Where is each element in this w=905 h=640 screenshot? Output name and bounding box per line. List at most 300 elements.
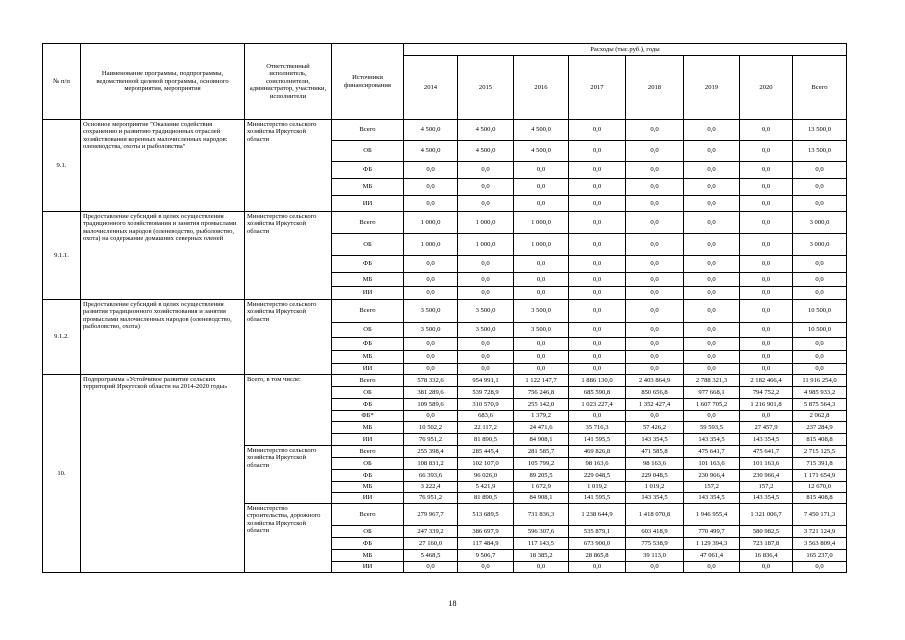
year-value: 0,0	[514, 287, 569, 300]
year-value: 1 019,2	[569, 482, 626, 493]
year-value: 1 672,9	[514, 482, 569, 493]
total-value: 0,0	[793, 287, 847, 300]
year-value: 0,0	[569, 234, 626, 256]
item-name: Основное мероприятие "Оказание содействия сохранению и развитию традиционных отраслей хозяйствования коренных малочисленных народов: оленеводства, охоты и рыболовства"	[81, 120, 245, 212]
responsible-executor: Министерство сельского хозяйства Иркутской области	[245, 120, 332, 212]
funding-source: Всего	[332, 375, 404, 387]
year-value: 0,0	[740, 179, 793, 196]
year-value: 1 946 955,4	[684, 504, 740, 526]
header-year: 2015	[458, 56, 514, 120]
funding-source: МБ	[332, 179, 404, 196]
year-value: 2 788 321,3	[684, 375, 740, 387]
year-value: 0,0	[626, 562, 684, 573]
year-value: 977 668,1	[684, 387, 740, 399]
year-value: 1 418 070,8	[626, 504, 684, 526]
funding-source: ИИ	[332, 434, 404, 446]
year-value: 59 593,5	[684, 422, 740, 434]
responsible-executor: Министерство сельского хозяйства Иркутской области	[245, 300, 332, 375]
year-value: 39 113,0	[626, 550, 684, 562]
year-value: 4 500,0	[514, 120, 569, 141]
year-value: 0,0	[514, 196, 569, 212]
year-value: 770 499,7	[684, 526, 740, 538]
total-value: 0,0	[793, 162, 847, 179]
year-value: 143 354,5	[740, 493, 793, 504]
year-value: 0,0	[569, 196, 626, 212]
year-value: 1 000,0	[458, 212, 514, 234]
year-value: 285 445,4	[458, 446, 514, 458]
total-value: 3 721 124,9	[793, 526, 847, 538]
year-value: 469 826,8	[569, 446, 626, 458]
year-value: 539 728,9	[458, 387, 514, 399]
year-value: 0,0	[740, 256, 793, 273]
year-value: 0,0	[626, 273, 684, 287]
year-value: 89 205,5	[514, 470, 569, 482]
total-value: 10 500,0	[793, 323, 847, 338]
year-value: 0,0	[569, 411, 626, 422]
funding-source: МБ	[332, 550, 404, 562]
table-row	[43, 120, 847, 141]
funding-source: МБ	[332, 351, 404, 364]
item-number: 9.1.2.	[43, 300, 81, 375]
year-value: 143 354,5	[684, 493, 740, 504]
year-value: 141 595,5	[569, 434, 626, 446]
year-value: 0,0	[740, 196, 793, 212]
year-value: 1 019,2	[626, 482, 684, 493]
total-value: 4 985 933,2	[793, 387, 847, 399]
funding-source: ФБ	[332, 538, 404, 550]
year-value: 84 908,1	[514, 493, 569, 504]
year-value: 143 354,5	[626, 493, 684, 504]
item-number: 9.1.1.	[43, 212, 81, 300]
year-value: 0,0	[514, 256, 569, 273]
funding-source: ОБ	[332, 323, 404, 338]
year-value: 1 352 427,4	[626, 399, 684, 411]
funding-source: ФБ	[332, 470, 404, 482]
funding-source: ОБ	[332, 234, 404, 256]
year-value: 1 129 394,3	[684, 538, 740, 550]
year-value: 0,0	[740, 234, 793, 256]
table-row	[43, 212, 847, 234]
year-value: 0,0	[740, 120, 793, 141]
responsible-executor: Министерство строительства, дорожного хозяйства Иркутской области	[245, 504, 332, 573]
table-row	[43, 375, 847, 387]
year-value: 0,0	[404, 196, 458, 212]
item-name: Предоставление субсидий в целях осуществления традиционного хозяйствования и занятия промыслами малочисленных народов (оленеводство, рыболовство, охота) на содержание домашних северных оленей	[81, 212, 245, 300]
year-value: 3 500,0	[404, 300, 458, 323]
funding-source: ФБ*	[332, 411, 404, 422]
funding-source: Всего	[332, 446, 404, 458]
year-value: 96 026,0	[458, 470, 514, 482]
year-value: 0,0	[740, 212, 793, 234]
year-value: 0,0	[740, 338, 793, 351]
year-value: 0,0	[684, 179, 740, 196]
year-value: 731 836,3	[514, 504, 569, 526]
total-value: 10 500,0	[793, 300, 847, 323]
year-value: 0,0	[458, 351, 514, 364]
year-value: 0,0	[514, 351, 569, 364]
year-value: 0,0	[740, 411, 793, 422]
year-value: 105 799,2	[514, 458, 569, 470]
total-value: 0,0	[793, 273, 847, 287]
year-value: 0,0	[404, 256, 458, 273]
header-responsible: Ответственный исполнитель, соисполнители, администратор, участники, исполнители	[245, 44, 332, 120]
year-value: 0,0	[684, 338, 740, 351]
year-value: 475 641,7	[684, 446, 740, 458]
year-value: 81 890,5	[458, 434, 514, 446]
total-value: 165 237,0	[793, 550, 847, 562]
year-value: 0,0	[458, 364, 514, 375]
year-value: 0,0	[458, 196, 514, 212]
year-value: 0,0	[626, 351, 684, 364]
year-value: 0,0	[684, 141, 740, 162]
year-value: 0,0	[569, 256, 626, 273]
funding-source: Всего	[332, 300, 404, 323]
header-source: Источники финансирования	[332, 44, 404, 120]
total-value: 12 670,0	[793, 482, 847, 493]
item-name: Подпрограмма «Устойчивое развитие сельских территорий Иркутской области на 2014-2020 годы»	[81, 375, 245, 573]
year-value: 0,0	[569, 323, 626, 338]
year-value: 9 506,7	[458, 550, 514, 562]
year-value: 0,0	[626, 364, 684, 375]
year-value: 1 216 901,8	[740, 399, 793, 411]
year-value: 0,0	[569, 273, 626, 287]
year-value: 0,0	[740, 141, 793, 162]
year-value: 255 142,0	[514, 399, 569, 411]
year-value: 0,0	[740, 562, 793, 573]
year-value: 0,0	[569, 338, 626, 351]
funding-source: ФБ	[332, 256, 404, 273]
year-value: 794 752,2	[740, 387, 793, 399]
year-value: 0,0	[404, 364, 458, 375]
year-value: 0,0	[458, 273, 514, 287]
year-value: 3 222,4	[404, 482, 458, 493]
year-value: 0,0	[626, 234, 684, 256]
year-value: 0,0	[684, 273, 740, 287]
year-value: 98 163,6	[569, 458, 626, 470]
year-value: 0,0	[458, 562, 514, 573]
year-value: 27 160,0	[404, 538, 458, 550]
year-value: 0,0	[684, 287, 740, 300]
year-value: 381 289,6	[404, 387, 458, 399]
year-value: 4 500,0	[458, 141, 514, 162]
funding-source: ФБ	[332, 399, 404, 411]
year-value: 0,0	[569, 351, 626, 364]
total-value: 3 563 809,4	[793, 538, 847, 550]
funding-source: Всего	[332, 504, 404, 526]
year-value: 1 000,0	[404, 234, 458, 256]
table-row	[43, 300, 847, 323]
funding-source: ИИ	[332, 196, 404, 212]
year-value: 0,0	[740, 300, 793, 323]
total-value: 13 500,0	[793, 141, 847, 162]
total-value: 1 171 654,9	[793, 470, 847, 482]
year-value: 0,0	[626, 162, 684, 179]
funding-source: ФБ	[332, 162, 404, 179]
year-value: 4 500,0	[404, 141, 458, 162]
year-value: 143 354,5	[626, 434, 684, 446]
year-value: 76 951,2	[404, 493, 458, 504]
funding-source: МБ	[332, 273, 404, 287]
year-value: 0,0	[626, 120, 684, 141]
year-value: 0,0	[569, 162, 626, 179]
year-value: 3 500,0	[458, 300, 514, 323]
year-value: 3 500,0	[458, 323, 514, 338]
funding-source: ОБ	[332, 141, 404, 162]
year-value: 81 890,5	[458, 493, 514, 504]
funding-source: ОБ	[332, 387, 404, 399]
year-value: 35 716,3	[569, 422, 626, 434]
total-value: 0,0	[793, 196, 847, 212]
year-value: 229 048,5	[626, 470, 684, 482]
funding-source: МБ	[332, 422, 404, 434]
year-value: 0,0	[404, 351, 458, 364]
year-value: 0,0	[684, 162, 740, 179]
item-number: 9.1.	[43, 120, 81, 212]
year-value: 0,0	[458, 179, 514, 196]
funding-source: ФБ	[332, 338, 404, 351]
year-value: 1 000,0	[458, 234, 514, 256]
year-value: 157,2	[684, 482, 740, 493]
year-value: 16 836,4	[740, 550, 793, 562]
year-value: 24 471,6	[514, 422, 569, 434]
year-value: 1 321 006,7	[740, 504, 793, 526]
responsible-executor: Всего, в том числе:	[245, 375, 332, 446]
year-value: 255 398,4	[404, 446, 458, 458]
total-value: 0,0	[793, 364, 847, 375]
year-value: 0,0	[569, 364, 626, 375]
year-value: 229 048,5	[569, 470, 626, 482]
year-value: 1 886 130,0	[569, 375, 626, 387]
year-value: 22 117,2	[458, 422, 514, 434]
year-value: 0,0	[684, 351, 740, 364]
total-value: 3 000,0	[793, 212, 847, 234]
page-number: 18	[448, 599, 457, 608]
year-value: 0,0	[404, 273, 458, 287]
header-year-total: Всего	[793, 56, 847, 120]
year-value: 0,0	[514, 179, 569, 196]
year-value: 3 500,0	[514, 300, 569, 323]
year-value: 57 426,2	[626, 422, 684, 434]
header-year: 2016	[514, 56, 569, 120]
year-value: 0,0	[684, 300, 740, 323]
year-value: 0,0	[569, 287, 626, 300]
header-year: 2018	[626, 56, 684, 120]
year-value: 0,0	[626, 141, 684, 162]
year-value: 4 500,0	[514, 141, 569, 162]
year-value: 0,0	[740, 162, 793, 179]
year-value: 310 570,9	[458, 399, 514, 411]
year-value: 596 307,6	[514, 526, 569, 538]
responsible-executor: Министерство сельского хозяйства Иркутской области	[245, 212, 332, 300]
year-value: 18 385,2	[514, 550, 569, 562]
year-value: 117 143,5	[514, 538, 569, 550]
year-value: 0,0	[404, 338, 458, 351]
year-value: 0,0	[458, 338, 514, 351]
funding-source: ОБ	[332, 458, 404, 470]
year-value: 475 641,7	[740, 446, 793, 458]
year-value: 1 607 705,2	[684, 399, 740, 411]
total-value: 237 284,9	[793, 422, 847, 434]
year-value: 10 502,2	[404, 422, 458, 434]
year-value: 0,0	[404, 411, 458, 422]
year-value: 471 585,8	[626, 446, 684, 458]
expenses-table	[42, 43, 847, 573]
year-value: 2 403 864,9	[626, 375, 684, 387]
year-value: 513 689,5	[458, 504, 514, 526]
funding-source: ИИ	[332, 562, 404, 573]
year-value: 386 697,9	[458, 526, 514, 538]
year-value: 230 966,4	[740, 470, 793, 482]
year-value: 143 354,5	[740, 434, 793, 446]
total-value: 13 500,0	[793, 120, 847, 141]
year-value: 0,0	[404, 562, 458, 573]
year-value: 157,2	[740, 482, 793, 493]
header-expenses: Расходы (тыс.руб.), годы	[404, 44, 847, 56]
year-value: 723 187,8	[740, 538, 793, 550]
year-value: 66 393,6	[404, 470, 458, 482]
year-value: 0,0	[740, 351, 793, 364]
year-value: 1 000,0	[514, 234, 569, 256]
year-value: 27 457,9	[740, 422, 793, 434]
year-value: 673 900,0	[569, 538, 626, 550]
year-value: 0,0	[569, 120, 626, 141]
funding-source: ИИ	[332, 287, 404, 300]
year-value: 0,0	[569, 562, 626, 573]
year-value: 0,0	[458, 162, 514, 179]
year-value: 1 122 147,7	[514, 375, 569, 387]
funding-source: Всего	[332, 120, 404, 141]
year-value: 0,0	[684, 212, 740, 234]
year-value: 0,0	[740, 364, 793, 375]
year-value: 0,0	[404, 179, 458, 196]
year-value: 141 595,5	[569, 493, 626, 504]
year-value: 1 379,2	[514, 411, 569, 422]
year-value: 0,0	[740, 323, 793, 338]
year-value: 102 107,0	[458, 458, 514, 470]
funding-source: ОБ	[332, 526, 404, 538]
header-year: 2014	[404, 56, 458, 120]
year-value: 0,0	[684, 323, 740, 338]
year-value: 281 585,7	[514, 446, 569, 458]
year-value: 101 163,6	[740, 458, 793, 470]
total-value: 2 715 125,5	[793, 446, 847, 458]
total-value: 0,0	[793, 562, 847, 573]
year-value: 0,0	[569, 212, 626, 234]
year-value: 3 500,0	[514, 323, 569, 338]
total-value: 715 391,8	[793, 458, 847, 470]
year-value: 535 879,1	[569, 526, 626, 538]
year-value: 0,0	[626, 256, 684, 273]
year-value: 0,0	[626, 212, 684, 234]
year-value: 0,0	[684, 234, 740, 256]
year-value: 47 061,4	[684, 550, 740, 562]
year-value: 0,0	[514, 562, 569, 573]
total-value: 815 408,8	[793, 434, 847, 446]
year-value: 0,0	[626, 196, 684, 212]
year-value: 0,0	[458, 287, 514, 300]
year-value: 0,0	[514, 338, 569, 351]
year-value: 0,0	[569, 141, 626, 162]
total-value: 11 916 254,0	[793, 375, 847, 387]
year-value: 84 908,1	[514, 434, 569, 446]
year-value: 685 590,8	[569, 387, 626, 399]
year-value: 0,0	[626, 323, 684, 338]
total-value: 3 000,0	[793, 234, 847, 256]
header-name: Наименование программы, подпрограммы, ведомственной целевой программы, основного мероприятия, мероприятия	[81, 44, 245, 120]
year-value: 580 982,5	[740, 526, 793, 538]
year-value: 0,0	[569, 300, 626, 323]
year-value: 28 865,8	[569, 550, 626, 562]
funding-source: ИИ	[332, 493, 404, 504]
year-value: 0,0	[684, 364, 740, 375]
year-value: 1 000,0	[514, 212, 569, 234]
header-year: 2017	[569, 56, 626, 120]
year-value: 143 354,5	[684, 434, 740, 446]
item-number: 10.	[43, 375, 81, 573]
year-value: 0,0	[684, 562, 740, 573]
year-value: 230 966,4	[684, 470, 740, 482]
year-value: 0,0	[404, 162, 458, 179]
document-page	[42, 43, 847, 573]
year-value: 0,0	[740, 273, 793, 287]
total-value: 7 450 171,3	[793, 504, 847, 526]
total-value: 0,0	[793, 256, 847, 273]
funding-source: МБ	[332, 482, 404, 493]
year-value: 0,0	[514, 364, 569, 375]
year-value: 0,0	[740, 287, 793, 300]
year-value: 603 418,9	[626, 526, 684, 538]
year-value: 0,0	[569, 179, 626, 196]
header-year: 2019	[684, 56, 740, 120]
year-value: 0,0	[626, 411, 684, 422]
header-num: № п/п	[43, 44, 81, 120]
year-value: 683,6	[458, 411, 514, 422]
total-value: 5 875 564,3	[793, 399, 847, 411]
year-value: 5 421,9	[458, 482, 514, 493]
year-value: 0,0	[404, 287, 458, 300]
year-value: 117 484,9	[458, 538, 514, 550]
header-row-top	[43, 44, 847, 56]
responsible-executor: Министерство сельского хозяйства Иркутской области	[245, 446, 332, 504]
year-value: 2 182 466,4	[740, 375, 793, 387]
year-value: 0,0	[514, 162, 569, 179]
year-value: 76 951,2	[404, 434, 458, 446]
funding-source: ИИ	[332, 364, 404, 375]
total-value: 0,0	[793, 179, 847, 196]
year-value: 279 967,7	[404, 504, 458, 526]
year-value: 0,0	[514, 273, 569, 287]
total-value: 0,0	[793, 338, 847, 351]
year-value: 3 500,0	[404, 323, 458, 338]
year-value: 5 468,5	[404, 550, 458, 562]
year-value: 0,0	[626, 179, 684, 196]
year-value: 0,0	[684, 120, 740, 141]
year-value: 4 500,0	[458, 120, 514, 141]
year-value: 0,0	[684, 196, 740, 212]
total-value: 815 408,8	[793, 493, 847, 504]
year-value: 1 000,0	[404, 212, 458, 234]
year-value: 101 163,6	[684, 458, 740, 470]
year-value: 0,0	[626, 287, 684, 300]
year-value: 850 656,8	[626, 387, 684, 399]
year-value: 0,0	[458, 256, 514, 273]
total-value: 0,0	[793, 351, 847, 364]
year-value: 108 831,2	[404, 458, 458, 470]
year-value: 578 332,6	[404, 375, 458, 387]
year-value: 756 246,8	[514, 387, 569, 399]
year-value: 1 023 227,4	[569, 399, 626, 411]
year-value: 0,0	[626, 300, 684, 323]
